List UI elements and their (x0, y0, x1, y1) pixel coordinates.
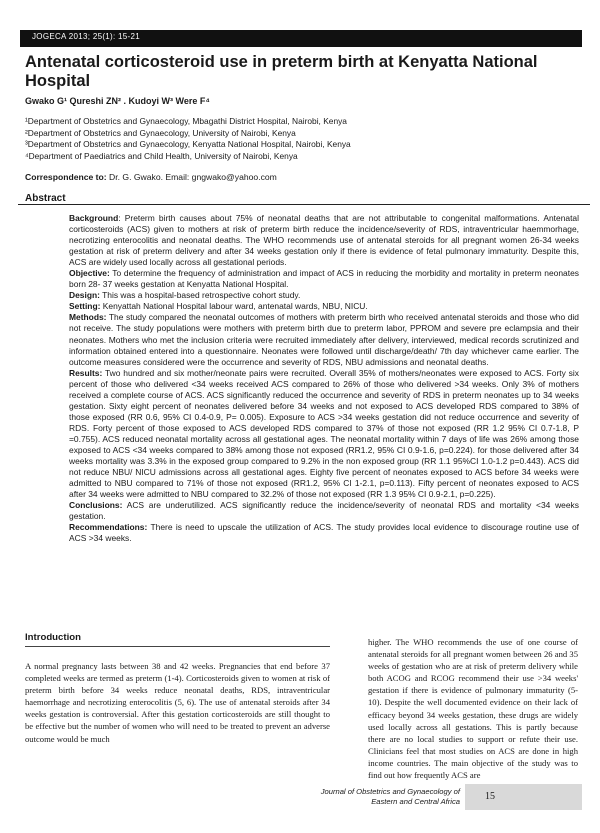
section-label: Objective: (69, 268, 110, 279)
section-text: Two hundred and six mother/neonate pairs were recruited. Overall 35% of mothers/neonates were exposed to ACS. Forty six percent of those who delivered <34 weeks received ACS compared to 26% of those who delivered >34 weeks. Only 3% of mothers received a complete course of ACS. ACS significantly reduced the occurrence and severity of RDS in preterm neonates up to 34 weeks gestation. Sixty eight percent of neonates delivered before 34 weeks and not exposed to ACS developed RDS compared to 38% of those exposed (RR 0.6, 95% CI 0.4-0.9, P= 0.005). Exposure to ACS >34 weeks gestation did not reduce occurrence and severity of RDS. Forty percent of those exposed to ACS developed RDS compared to 37% of those not exposed (RR 1.2 95% CI 0.7-1.8, P =0.755). ACS reduced neonatal mortality across all gestational ages. The neonatal mortality within 7 days of life was 26% among those exposed to ACS <34 weeks compared to 38% among those not exposed (RR1.2, 95% CI 0.9-1.6, p=0.224). for those delivered after 34 weeks mortality was 3.3% in the exposed group compared to 9.2% in the non exposed group (RR 1.1 95%CI 1.0-1.2 p=0.443). ACS did not reduce NBU/ NICU admissions across all gestational ages. Eighty five percent of neonates exposed to ACS before 34 weeks were admitted to NBU compared to 71% of those not exposed (RR1.2, 95% CI 1-2.1, p=0.113). Fifty percent of neonates exposed to ACS after 34 weeks were admitted to NBU compared to 32.2% of those not exposed (RR 1.3 95% CI 0.9-2.1, p=0.225). (69, 367, 579, 500)
journal-reference: JOGECA 2013; 25(1): 15-21 (32, 32, 140, 41)
section-text: : Preterm birth causes about 75% of neonatal deaths that are not attributable to congenital malformations. Antenatal corticosteroids (ACS) given to mothers at risk of preterm birth reduce the incidence/severity of RDS, intraventricular haemmorhage, necrotizing enterocolitis and neonatal deaths. The WHO recommends use of antenatal steroids for all pregnant women 26-34 weeks gestation at risk of preterm delivery and after 34 weeks gestation only if there is evidence of fetal pulmonary immaturity. Despite this, ACS are widely used locally across all gestational periods. (69, 213, 579, 268)
affiliation-1: ¹Department of Obstetrics and Gynaecology, Mbagathi District Hospital, Nairobi, Kenya (25, 116, 347, 126)
section-text: To determine the frequency of administration and impact of ACS in reducing the morbidity and mortality in preterm neonates born 28- 37 weeks gestation at Kenyatta National Hospital. (69, 268, 579, 290)
abstract-conclusions (69, 500, 579, 522)
correspondence-label: Correspondence to: (25, 172, 107, 182)
journal-header-bar (20, 30, 582, 47)
section-text: ACS are underutilized. ACS significantly reduce the incidence/severity of neonatal RDS and mortality <34 weeks gestation. (69, 500, 579, 522)
affiliation-2: ²Department of Obstetrics and Gynaecology, University of Nairobi, Kenya (25, 127, 296, 138)
affiliations (25, 116, 351, 162)
section-text: There is need to upscale the utilization of ACS. The study provides local evidence to discourage routine use of ACS >34 weeks. (69, 522, 579, 544)
section-label: Conclusions: (69, 500, 123, 511)
footer-journal-line-1: Journal of Obstetrics and Gynaecology of (320, 787, 460, 796)
section-label: Setting: (69, 301, 101, 312)
abstract-setting (69, 301, 579, 312)
abstract-results (69, 368, 579, 501)
section-text: Kenyattah National Hospital labour ward, antenatal wards, NBU, NICU. (100, 301, 368, 312)
abstract-background (69, 213, 579, 268)
abstract-design (69, 290, 579, 301)
page-number-box (465, 784, 582, 810)
section-label: Background (69, 213, 119, 223)
introduction-column-1 (25, 660, 330, 745)
abstract-methods (69, 312, 579, 367)
affiliation-3: ³Department of Obstetrics and Gynaecology, Kenyatta National Hospital, Nairobi, Kenya (25, 139, 351, 149)
author-list: Gwako G¹ Qureshi ZN² . Kudoyi W³ Were F⁴ (25, 96, 210, 106)
correspondence (25, 172, 277, 182)
introduction-column-2 (368, 636, 578, 781)
intro-paragraph-1: A normal pregnancy lasts between 38 and 42 weeks. Pregnancies that end before 37 completed weeks are termed as preterm (1-4). Corticosteroids given to women at risk of preterm birth before 34 weeks reduce neonatal deaths, RDS, intraventricular haemorrhage and necrotizing enterocolitis (5, 6). The use of antenatal steroids after 34 weeks gestation is controversial. After this gestation corticosteroids are still thought to be effective but the number of women who will need to be treated to prevent an adverse outcome would be much (25, 661, 330, 744)
section-label: Methods: (69, 312, 107, 323)
section-label: Design: (69, 290, 100, 301)
section-label: Results: (69, 367, 103, 378)
article-title: Antenatal corticosteroid use in preterm birth at Kenyatta National Hospital (25, 53, 538, 90)
introduction-heading: Introduction (25, 632, 81, 643)
section-text: The study compared the neonatal outcomes of mothers with preterm birth who received antenatal steroids and those who did not receive. The study populations were mothers with preterm birth due to preterm labor, PPROM and severe pre eclampsia and their neonates. Mothers who met the inclusion criteria were recruited immediately after delivery, interviewed, medical records scrutinized and information obtained entered into a questionnaire. Neonates were followed until discharge/death/ 7th day whichever came earlier. The outcome measures considered were the occurrence and severity of RDS, NBU admissions and neonatal deaths. (69, 312, 579, 367)
affiliation-4: ⁴Department of Paediatrics and Child Health, University of Nairobi, Kenya (25, 150, 298, 161)
section-text: This was a hospital-based retrospective cohort study. (99, 290, 301, 301)
abstract-heading: Abstract (25, 193, 66, 204)
footer-journal-line-2: Eastern and Central Africa (371, 797, 460, 806)
journal-footer (321, 787, 460, 807)
abstract-objective (69, 268, 579, 290)
intro-paragraph-2: higher. The WHO recommends the use of one course of antenatal steroids for all pregnant women between 26 and 35 weeks of gestation who are at risk of preterm delivery while both ACOG and RCOG recommend their use >34 weeks' gestation if there is evidence of pulmonary immaturity (5-10). Despite the well documented evidence on their lack of efficacy beyond 34 weeks gestation, these drugs are widely used locally across all gestations. This is partly because there are no local studies to support or refute their use. Clinicians feel that most studies on ACS are done in high income countries. The main objective of the study was to find out how frequently ACS are (368, 637, 578, 781)
section-label: Recommendations: (69, 522, 148, 533)
correspondence-text: Dr. G. Gwako. Email: gngwako@yahoo.com (109, 172, 277, 182)
abstract-body (69, 213, 579, 544)
introduction-rule (25, 646, 330, 647)
page-number: 15 (485, 791, 495, 802)
abstract-recommendations (69, 522, 579, 544)
